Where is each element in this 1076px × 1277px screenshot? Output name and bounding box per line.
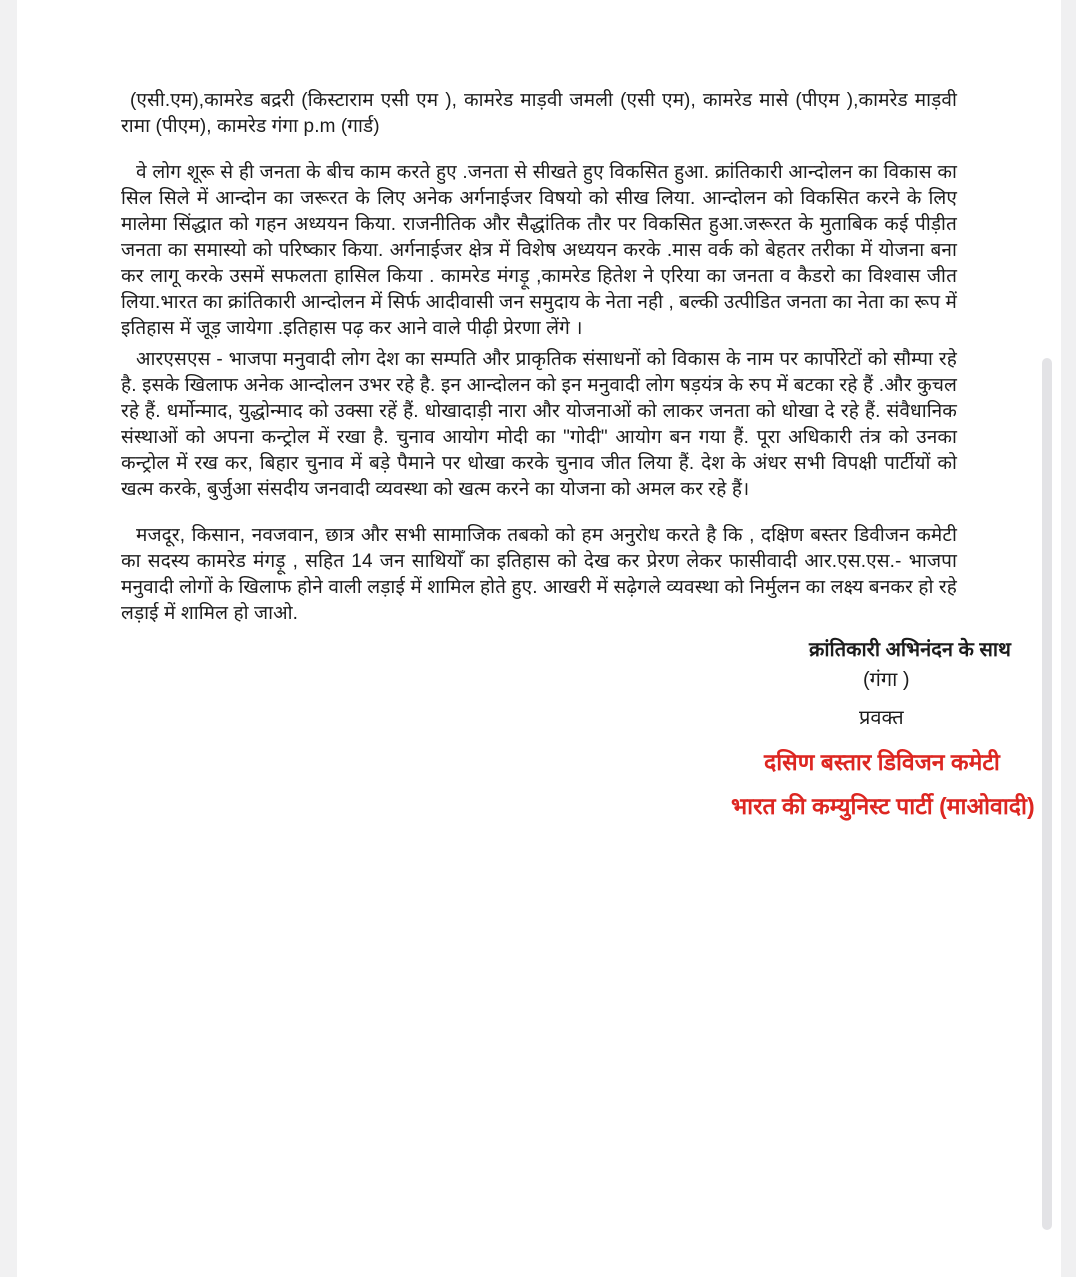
paragraph-members-list: (एसी.एम),कामरेड बद्ररी (किस्टाराम एसी एम ), कामरेड माड़वी जमली (एसी एम), कामरेड मासे (पीएम ),कामरेड माड़वी रामा (पीएम), कामरेड गंगा p.m (गार्ड) — [121, 90, 957, 137]
paragraph-criticism: आरएसएस - भाजपा मनुवादी लोग देश का सम्पति और प्राकृतिक संसाधनों को विकास के नाम पर कार्पोरेटों को सौम्पा रहे है. इसके खिलाफ अनेक आन्दोलन उभर रहे है. इन आन्दोलन को इन मनुवादी लोग षड़यंत्र के रुप में बटका रहे हैं .और कुचल रहे हैं. धर्मोन्माद, युद्धोन्माद को उक्सा रहें हैं. धोखादाड़ी नारा और योजनाओं को लाकर जनता को धोखा दे रहे हैं. संवैधानिक संस्थाओं को अपना कन्ट्रोल में रखा है. चुनाव आयोग मोदी का "गोदी" आयोग बन गया हैं. पूरा अधिकारी तंत्र को उनका कन्ट्रोल में रख कर, बिहार चुनाव में बड़े पैमाने पर धोखा करके चुनाव जीत लिया हैं. देश के अंधर सभी विपक्षी पार्टीयों को खत्म करके, बुर्जुआ संसदीय जनवादी व्यवस्था को खत्म करने का योजना को अमल कर रहे हैं। — [121, 349, 957, 500]
signature-salutation: क्रांतिकारी अभिनंदन के साथ — [809, 639, 1011, 661]
committee-name: दसिण बस्तार डिविजन कमेटी — [764, 749, 1000, 775]
page-right-edge — [1061, 0, 1076, 1277]
paragraph-appeal: मजदूर, किसान, नवजवान, छात्र और सभी सामाजिक तबको को हम अनुरोध करते है कि , दक्षिण बस्तर डिवीजन कमेटी का सदस्य कामरेड मंगड़ू , सहित 14 जन साथियोँ का इतिहास को देख कर प्रेरण लेकर फासीवादी आर.एस.एस.- भाजपा मनुवादी लोगों के खिलाफ होने वाली लड़ाई में शामिल होते हुए. आखरी में सढ़ेगले व्यवस्था को निर्मुलन का लक्ष्य बनकर हो रहे लड़ाई में शामिल हो जाओ. — [121, 525, 957, 624]
scrollbar — [1038, 0, 1056, 1277]
signer-name: (गंगा ) — [863, 669, 910, 691]
signer-role: प्रवक्त — [859, 707, 904, 729]
page-left-edge — [0, 0, 17, 1277]
party-name: भारत की कम्युनिस्ट पार्टी (माओवादी) — [731, 793, 1035, 819]
scrollbar-thumb[interactable] — [1042, 358, 1052, 1230]
paragraph-tribute: वे लोग शूरू से ही जनता के बीच काम करते हुए .जनता से सीखते हुए विकसित हुआ. क्रांतिकारी आन्दोलन का विकास का सिल सिले में आन्दोन का जरूरत के लिए अनेक अर्गनाईजर विषयो को सीख लिया. आन्दोलन को विकसित करने के लिए मालेमा सिंद्धात को गहन अध्ययन किया. राजनीतिक और सैद्धांतिक तौर पर विकसित हुआ.जरूरत के मुताबिक कई पीड़ीत जनता का समास्यो को परिष्कार किया. अर्गनाईजर क्षेत्र में विशेष अध्ययन करके .मास वर्क को बेहतर तरीका में योजना बना कर लागू करके उसमें सफलता हासिल किया . कामरेड मंगड़ू ,कामरेड हितेश ने एरिया का जनता व कैडरो का विश्वास जीत लिया.भारत का क्रांतिकारी आन्दोलन में सिर्फ आदीवासी जन समुदाय के नेता नही , बल्की उत्पीडित जनता का नेता का रूप में इतिहास में जूड़ जायेगा .इतिहास पढ़ कर आने वाले पीढ़ी प्रेरणा लेंगे । — [121, 162, 957, 339]
